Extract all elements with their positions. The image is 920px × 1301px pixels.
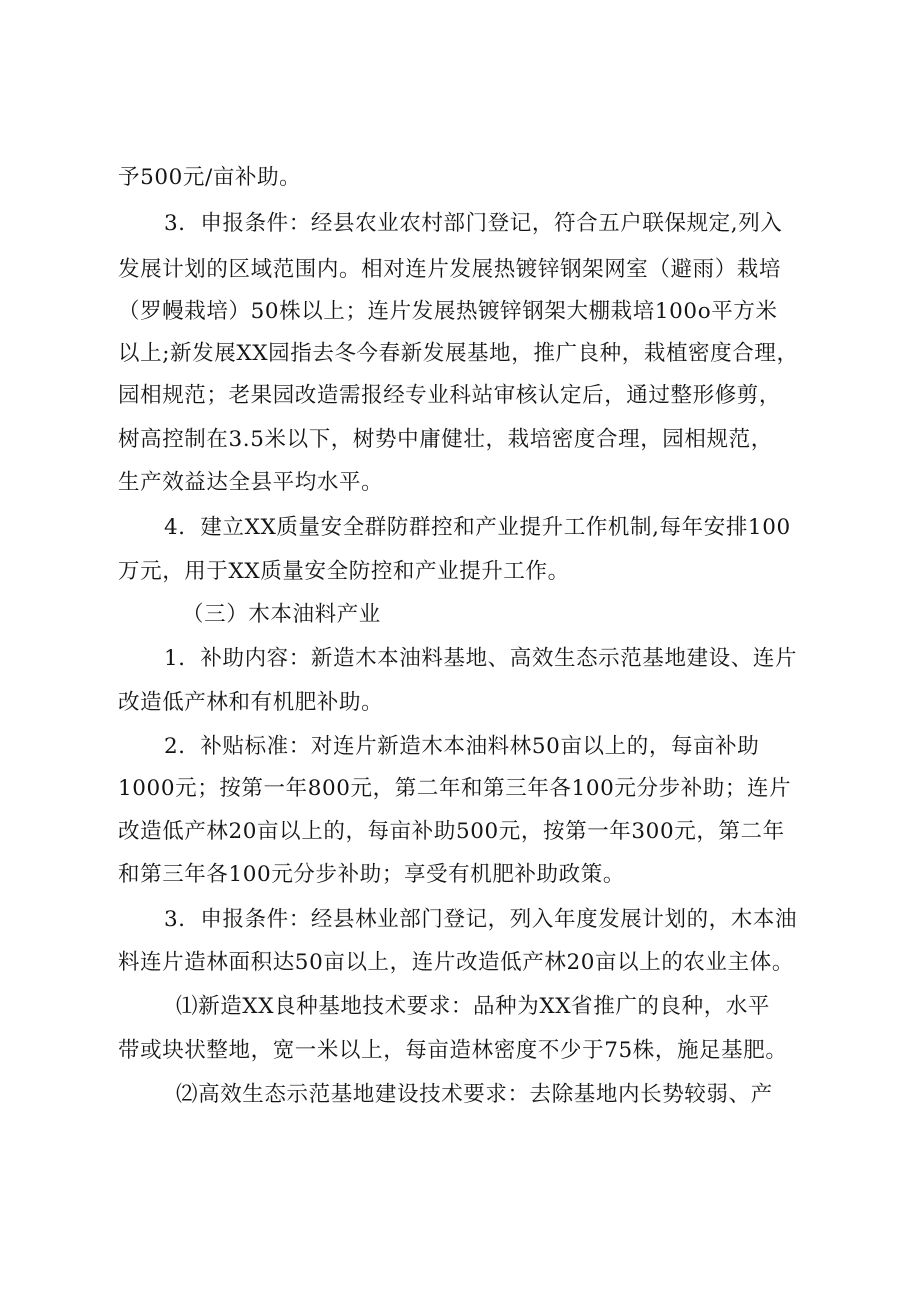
text-line: 1000元；按第一年800元，第二年和第三年各100元分步补助；连片 <box>118 776 792 801</box>
text-line: ⑵高效生态示范基地建设技术要求：去除基地内长势较弱、产 <box>176 1082 773 1107</box>
text-line: 树高控制在3.5米以下，树势中庸健壮，栽培密度合理，园相规范， <box>118 427 773 452</box>
text-line: 和第三年各100元分步补助；享受有机肥补助政策。 <box>118 862 625 887</box>
text-line: 发展计划的区域范围内。相对连片发展热镀锌钢架网室（避雨）栽培 <box>118 257 782 282</box>
text-line: 4．建立XX质量安全群防群控和产业提升工作机制,每年安排100 <box>164 515 791 540</box>
section-heading: （三）木本油料产业 <box>182 602 381 627</box>
text-line: 带或块状整地，宽一米以上，每亩造林密度不少于75株，施足基肥。 <box>118 1038 788 1063</box>
text-line: ⑴新造XX良种基地技术要求：品种为XX省推广的良种，水平 <box>176 994 771 1019</box>
text-line: 2．补贴标准：对连片新造木本油料林50亩以上的，每亩补助 <box>164 734 760 759</box>
text-line: 料连片造林面积达50亩以上，连片改造低产林20亩以上的农业主体。 <box>118 950 794 975</box>
text-line: 以上;新发展XX园指去冬今春新发展基地，推广良种，栽植密度合理， <box>118 341 799 366</box>
text-line: 3．申报条件：经县林业部门登记，列入年度发展计划的，木本油 <box>164 907 798 932</box>
text-line: 改造低产林和有机肥补助。 <box>118 690 384 715</box>
text-line: 园相规范；老果园改造需报经专业科站审核认定后，通过整形修剪， <box>118 383 782 408</box>
text-line: 3．申报条件：经县农业农村部门登记，符合五户联保规定,列入 <box>164 211 783 236</box>
text-line: 予500元/亩补助。 <box>118 165 302 190</box>
text-line: 生产效益达全县平均水平。 <box>118 470 384 495</box>
text-line: 1．补助内容：新造木本油料基地、高效生态示范基地建设、连片 <box>164 646 798 671</box>
text-line: （罗幔栽培）50株以上；连片发展热镀锌钢架大棚栽培100o平方米 <box>118 299 778 324</box>
text-line: 改造低产林20亩以上的，每亩补助500元，按第一年300元，第二年 <box>118 819 785 844</box>
text-line: 万元，用于XX质量安全防控和产业提升工作。 <box>118 559 570 584</box>
